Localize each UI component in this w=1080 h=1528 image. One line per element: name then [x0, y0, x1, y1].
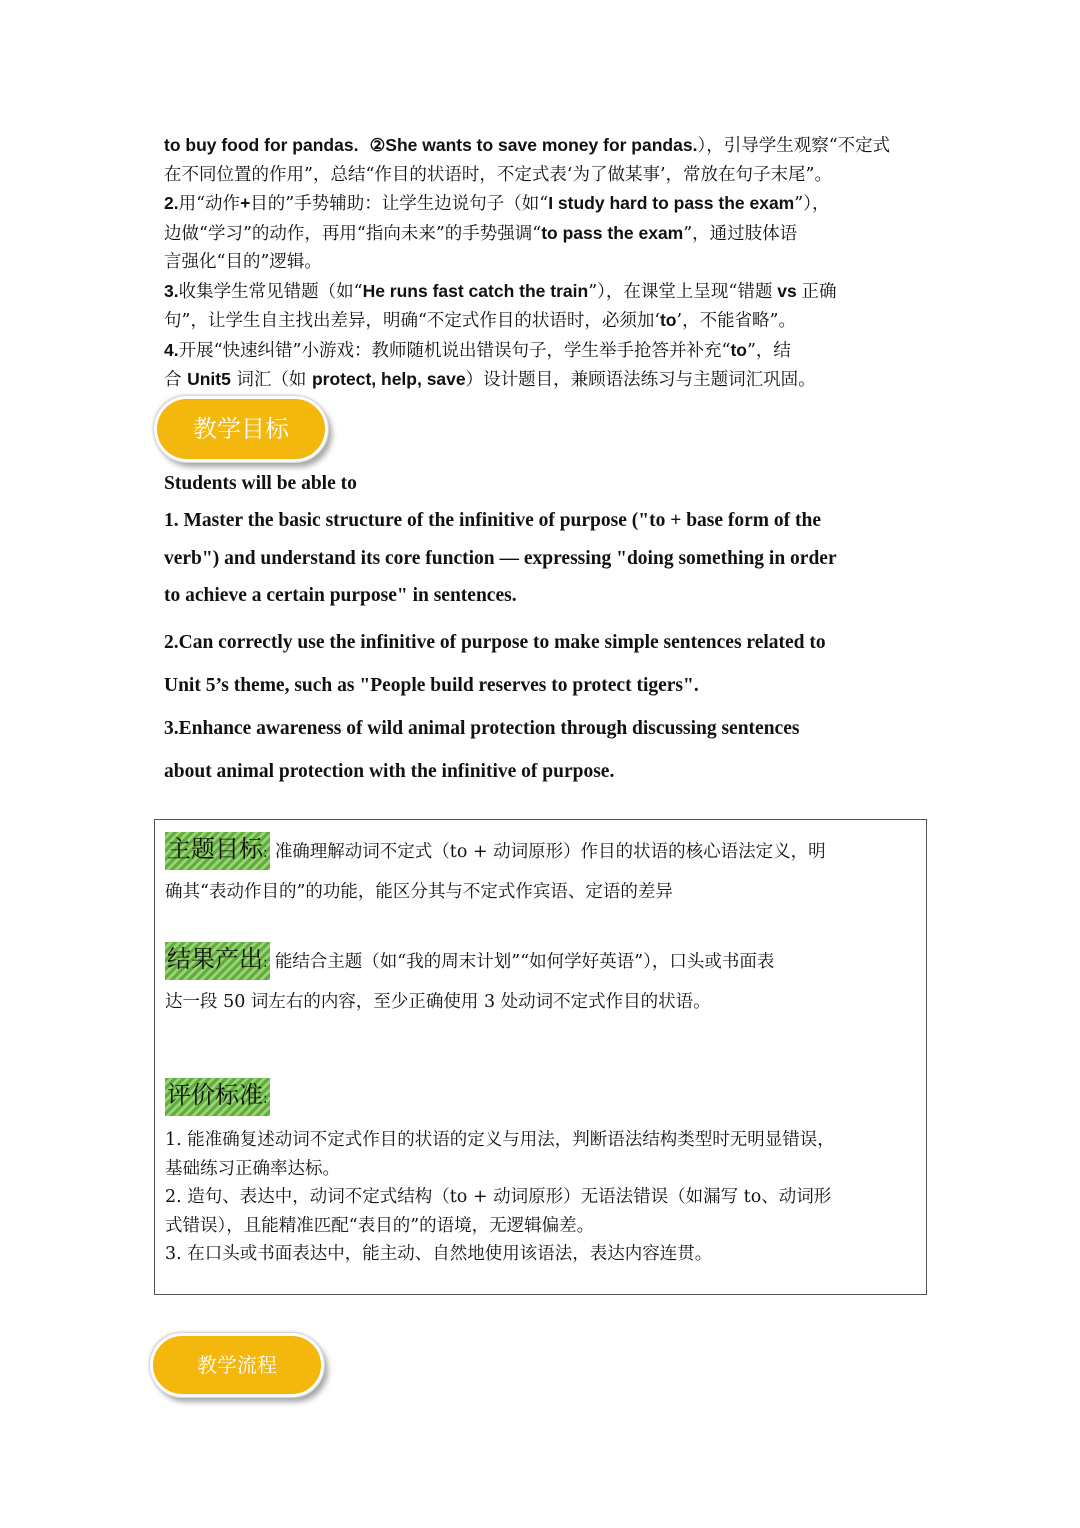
objective-3-line-2: about animal protection with the infinitive of purpose.	[164, 760, 615, 782]
intro-item-3: 3.收集学生常见错题（如“He runs fast catch the train”），在课堂上呈现“错题 vs 正确	[164, 280, 837, 302]
objective-2-line-1: 2.Can correctly use the infinitive of purpose to make simple sentences related to	[164, 631, 826, 653]
intro-line-1: to buy food for pandas. ②She wants to save money for pandas.），引导学生观察“不定式	[164, 135, 891, 156]
objective-1-line-1: 1. Master the basic structure of the infinitive of purpose ("to + base form of the	[164, 510, 822, 531]
intro-line-2: 在不同位置的作用”，总结“作目的状语时，不定式表‘为了做某事’，常放在句子末尾”。	[164, 164, 832, 185]
theme-goal: 主题目标: 准确理解动词不定式（to + 动词原形）作目的状语的核心语法定义，明 确其“表动作目的”的功能，能区分其与不定式作宾语、定语的差异	[165, 832, 920, 912]
intro-item-4: 4.开展“快速纠错”小游戏：教师随机说出错误句子，学生举手抢答并补充“to”，结	[164, 339, 791, 361]
objective-1-line-3: to achieve a certain purpose" in sentences.	[164, 585, 517, 606]
objective-2-line-2: Unit 5’s theme, such as "People build reserves to protect tigers".	[164, 674, 699, 696]
evaluation-item-3: 3. 在口头或书面表达中，能主动、自然地使用该语法，表达内容连贯。	[165, 1244, 713, 1264]
objective-1-line-2: verb") and understand its core function — expressing "doing something in order	[164, 547, 837, 569]
evaluation-criteria-label: 评价标准:	[165, 1078, 270, 1116]
objectives-intro: Students will be able to	[164, 473, 357, 494]
theme-goal-label: 主题目标:	[165, 832, 270, 870]
goals-box	[154, 819, 927, 1295]
section-heading-teaching-process: 教学流程	[150, 1333, 324, 1397]
result-output: 结果产出: 能结合主题（如“我的周末计划”“如何学好英语”），口头或书面表 达一段 50 词左右的内容，至少正确使用 3 处动词不定式作目的状语。	[165, 942, 920, 1022]
intro-text: to buy food for pandas. ②She wants to save money for pandas.），引导学生观察“不定式 在不同位置的作用”，总结“作目的状语时，不定式表‘为了做某事’，常放在句子末尾”。 2.用“动作+目的”手势辅助：让学生边说句子（如“I study hard to pass the exam”）， 边做“学习”的动作，再用“指向未来”的手势强调“to pass the exam”，通过肢体语 言强化“目的”逻辑。 3.收集学生常见错题（如“He runs fast catch the train”），在课堂上呈现“错题 vs 正确 句”，让学生自主找出差异，明确“不定式作目的状语时，必须加‘to’，不能省略”。 4.开展“快速纠错”小游戏：教师随机说出错误句子，学生举手抢答并补充“to”，结 合 Unit5 词汇（如 protect, help, save）设计题目，兼顾语法练习与主题词汇巩固。	[164, 131, 924, 395]
objectives-text	[164, 471, 924, 793]
section-heading-teaching-objectives: 教学目标	[154, 396, 328, 462]
objective-3-line-1: 3.Enhance awareness of wild animal protection through discussing sentences	[164, 717, 800, 739]
evaluation-item-1: 1. 能准确复述动词不定式作目的状语的定义与用法，判断语法结构类型时无明显错误，	[165, 1130, 835, 1150]
result-output-label: 结果产出:	[165, 942, 270, 980]
evaluation-item-2: 2. 造句、表达中，动词不定式结构（to + 动词原形）无语法错误（如漏写 to、动词形	[165, 1187, 832, 1207]
evaluation-list: 1. 能准确复述动词不定式作目的状语的定义与用法，判断语法结构类型时无明显错误， 基础练习正确率达标。 2. 造句、表达中，动词不定式结构（to + 动词原形）无语法错误（如漏写 to、动词形 式错误），且能精准匹配“表目的”的语境，无逻辑偏差。 3. 在口头或书面表达中，能主动、自然地使用该语法，表达内容连贯。	[165, 1126, 920, 1269]
intro-item-2: 2.用“动作+目的”手势辅助：让学生边说句子（如“I study hard to pass the exam”），	[164, 193, 830, 214]
evaluation-criteria	[165, 1078, 270, 1116]
